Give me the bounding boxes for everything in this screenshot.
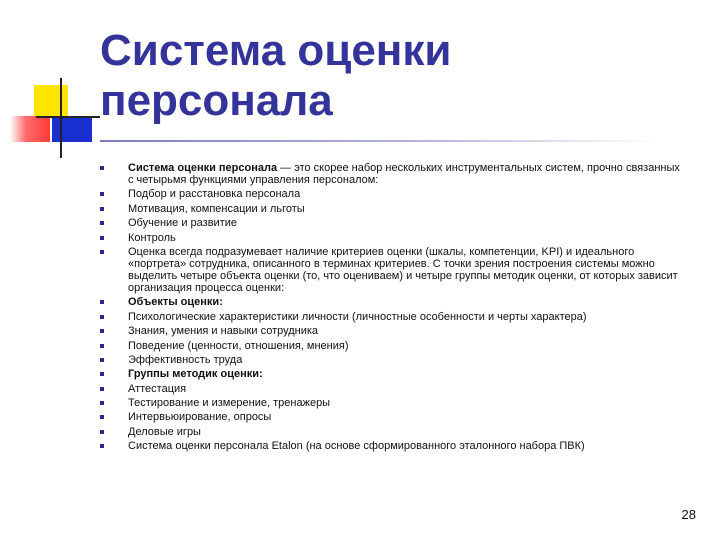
bullet-text: Обучение и развитие — [128, 217, 238, 230]
bullet-text: Тестирование и измерение, тренажеры — [128, 397, 331, 410]
decor-red-square — [10, 116, 50, 142]
page-number: 28 — [681, 507, 696, 522]
bullet-item — [98, 232, 688, 244]
bullet-marker-icon — [100, 166, 104, 170]
decor-blue-square — [52, 118, 92, 142]
bullet-marker-icon — [100, 221, 104, 225]
bullet-marker-icon — [100, 401, 104, 405]
bullet-text: Психологические характеристики личности (личностные особенности и черты характера) — [128, 310, 587, 323]
bullet-marker-icon — [100, 300, 104, 304]
bullet-text: Знания, умения и навыки сотрудника — [128, 325, 319, 338]
bullet-text: Поведение (ценности, отношения, мнения) — [128, 339, 349, 352]
bullet-item — [98, 325, 688, 337]
bullet-text: — это скорее набор нескольких инструментальных систем, прочно связанных с четырьмя функциями управления персоналом: — [128, 162, 680, 186]
bullet-item — [98, 296, 688, 308]
bullet-marker-icon — [100, 315, 104, 319]
bullet-item — [98, 383, 688, 395]
bullet-marker-icon — [100, 358, 104, 362]
bullet-text: Подбор и расстановка персонала — [128, 188, 301, 201]
bullet-text: Оценка всегда подразумевает наличие критериев оценки (шкалы, компетенции, KPI) и идеального «портрета» сотрудника, описанного в терминах критериев. С точки зрения построения системы можно выделить четыре объекта оценки (то, что оцениваем) и четыре группы методик оценки, от которых зависит организация процесса оценки: — [128, 245, 678, 294]
bullet-marker-icon — [100, 329, 104, 333]
bullet-item — [98, 397, 688, 409]
bullet-text: Деловые игры — [128, 425, 201, 438]
bullet-text: Мотивация, компенсации и льготы — [128, 202, 305, 215]
bullet-text: Интервьюирование, опросы — [128, 411, 272, 424]
bullet-bold-text: Группы методик оценки: — [128, 368, 263, 381]
bullet-text: Аттестация — [128, 382, 187, 395]
bullet-item — [98, 426, 688, 438]
decor-horizontal-line — [36, 116, 100, 118]
bullet-marker-icon — [100, 192, 104, 196]
bullet-marker-icon — [100, 236, 104, 240]
bullet-marker-icon — [100, 207, 104, 211]
bullet-item — [98, 162, 688, 186]
bullet-item — [98, 217, 688, 229]
bullet-item — [98, 188, 688, 200]
bullet-marker-icon — [100, 415, 104, 419]
bullet-marker-icon — [100, 387, 104, 391]
bullet-item — [98, 440, 688, 452]
bullet-item — [98, 203, 688, 215]
bullet-bold-text: Объекты оценки: — [128, 296, 223, 309]
bullet-list — [98, 162, 688, 455]
bullet-marker-icon — [100, 444, 104, 448]
bullet-item — [98, 311, 688, 323]
bullet-item — [98, 411, 688, 423]
bullet-item — [98, 354, 688, 366]
decor-vertical-line — [60, 78, 62, 158]
bullet-marker-icon — [100, 372, 104, 376]
bullet-bold-text: Система оценки персонала — [128, 162, 278, 174]
decor-yellow-square — [34, 85, 68, 118]
slide-title: Система оценки персонала — [100, 26, 452, 125]
bullet-text: Контроль — [128, 231, 176, 244]
bullet-item — [98, 368, 688, 380]
bullet-marker-icon — [100, 430, 104, 434]
bullet-item — [98, 246, 688, 294]
title-underline — [100, 140, 660, 142]
bullet-marker-icon — [100, 250, 104, 254]
bullet-item — [98, 340, 688, 352]
bullet-marker-icon — [100, 344, 104, 348]
bullet-text: Эффективность труда — [128, 353, 243, 366]
bullet-text: Система оценки персонала Etalon (на основе сформированного эталонного набора ПВК) — [128, 440, 585, 453]
